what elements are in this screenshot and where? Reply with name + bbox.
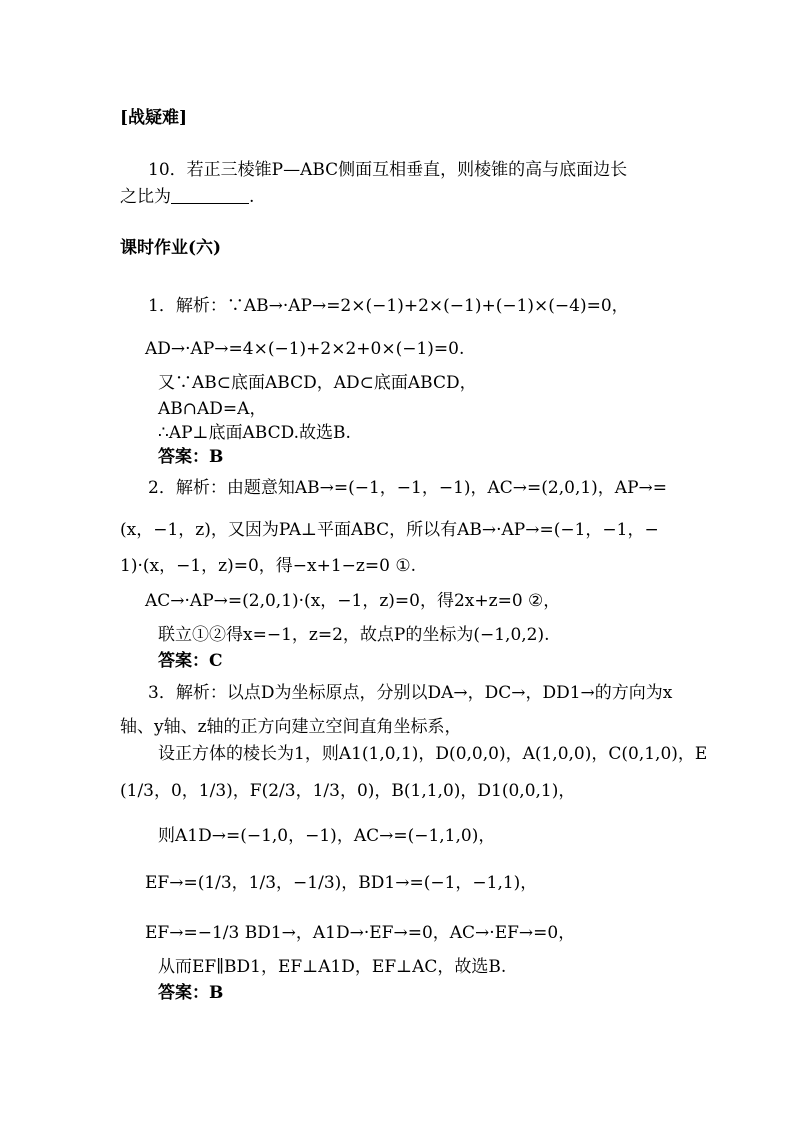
solution-1-line-1: 1．解析：∵AB→·AP→=2×(−1)+2×(−1)+(−1)×(−4)=0， (148, 296, 629, 316)
solution-3-line-5: 则A1D→=(−1,0，−1)，AC→=(−1,1,0)， (158, 826, 496, 846)
solution-3-line-7: EF→=−1/3 BD1→，A1D→·EF→=0，AC→·EF→=0， (145, 923, 576, 943)
solution-2-line-1: 2．解析：由题意知AB→=(−1，−1，−1)，AC→=(2,0,1)，AP→= (148, 478, 668, 498)
question-10-suffix: . (249, 187, 255, 207)
solution-3-line-4: (1/3，0，1/3)，F(2/3，1/3，0)，B(1,1,0)，D1(0,0,1)， (120, 781, 576, 801)
solution-2-line-2: (x，−1，z)，又因为PA⊥平面ABC，所以有AB→·AP→=(−1，−1，− (120, 520, 659, 540)
question-10-line-1: 10．若正三棱锥P—ABC侧面互相垂直，则棱锥的高与底面边长 (148, 160, 628, 180)
solution-1-line-2: AD→·AP→=4×(−1)+2×2+0×(−1)=0. (145, 339, 465, 359)
solution-3-line-2: 轴、y轴、z轴的正方向建立空间直角坐标系， (120, 717, 462, 737)
solution-3-line-8: 从而EF∥BD1，EF⊥A1D，EF⊥AC，故选B. (158, 957, 507, 977)
solution-2-line-4: AC→·AP→=(2,0,1)·(x，−1，z)=0，得2x+z=0 ②， (145, 591, 561, 611)
section-heading-zhanyinan: [战疑难] (120, 108, 188, 128)
solution-3-line-1: 3．解析：以点D为坐标原点，分别以DA→，DC→，DD1→的方向为x (148, 683, 673, 703)
solution-1-answer: 答案：B (158, 447, 224, 467)
solution-2-line-5: 联立①②得x=−1，z=2，故点P的坐标为(−1,0,2). (158, 625, 550, 645)
question-10-line-2 (120, 186, 254, 208)
solution-3-answer: 答案：B (158, 983, 224, 1003)
solution-2-answer: 答案：C (158, 651, 223, 671)
solution-2-line-3: 1)·(x，−1，z)=0，得−x+1−z=0 ①. (120, 556, 416, 576)
section-heading-homework-6: 课时作业(六) (120, 238, 222, 258)
question-10-prefix: 之比为 (120, 187, 171, 207)
solution-3-line-3: 设正方体的棱长为1，则A1(1,0,1)，D(0,0,0)，A(1,0,0)，C(0,1,0)，E (158, 744, 708, 764)
answer-blank (171, 187, 249, 204)
solution-1-line-3: 又∵AB⊂底面ABCD，AD⊂底面ABCD， (158, 373, 477, 393)
solution-1-line-5: ∴AP⊥底面ABCD.故选B. (158, 423, 351, 443)
solution-3-line-6: EF→=(1/3，1/3，−1/3)，BD1→=(−1，−1,1)， (145, 873, 538, 893)
solution-1-line-4: AB∩AD=A， (158, 399, 267, 419)
